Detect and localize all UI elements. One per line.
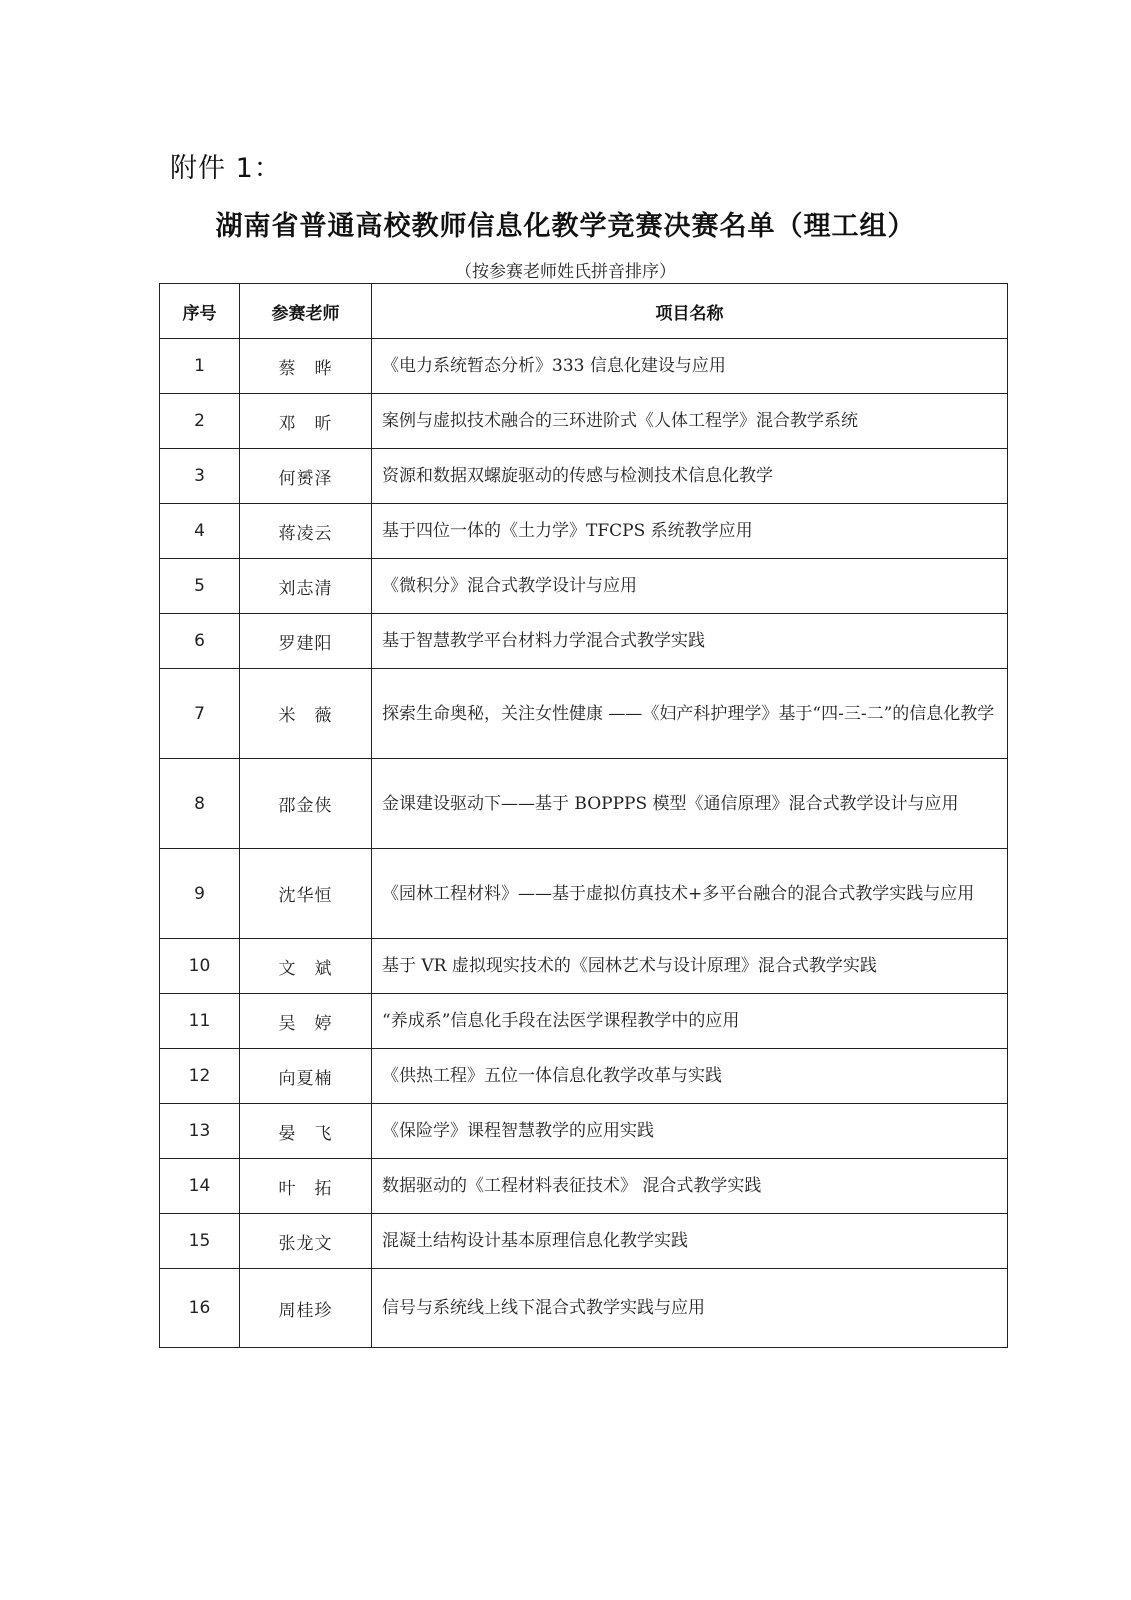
row-number: 9 <box>160 849 240 939</box>
table-row <box>160 1269 1008 1348</box>
project-name: 《供热工程》五位一体信息化教学改革与实践 <box>372 1049 1008 1104</box>
teacher-name: 张龙文 <box>240 1214 372 1269</box>
teacher-name: 邵金侠 <box>240 759 372 849</box>
project-name: “养成系”信息化手段在法医学课程教学中的应用 <box>372 994 1008 1049</box>
table-row <box>160 394 1008 449</box>
row-number: 12 <box>160 1049 240 1104</box>
row-number: 6 <box>160 614 240 669</box>
column-header-teacher: 参赛老师 <box>240 284 372 339</box>
project-name: 基于 VR 虚拟现实技术的《园林艺术与设计原理》混合式教学实践 <box>372 939 1008 994</box>
attachment-label: 附件 1： <box>170 153 282 184</box>
table-row <box>160 849 1008 939</box>
project-name: 混凝土结构设计基本原理信息化教学实践 <box>372 1214 1008 1269</box>
table-row <box>160 339 1008 394</box>
project-name: 信号与系统线上线下混合式教学实践与应用 <box>372 1269 1008 1348</box>
table-row <box>160 939 1008 994</box>
project-name: 数据驱动的《工程材料表征技术》 混合式教学实践 <box>372 1159 1008 1214</box>
row-number: 10 <box>160 939 240 994</box>
row-number: 4 <box>160 504 240 559</box>
teacher-name: 向夏楠 <box>240 1049 372 1104</box>
document-title: 湖南省普通高校教师信息化教学竞赛决赛名单（理工组） <box>215 211 916 242</box>
teacher-name: 吴 婷 <box>240 994 372 1049</box>
teacher-name: 米 薇 <box>240 669 372 759</box>
row-number: 2 <box>160 394 240 449</box>
row-number: 11 <box>160 994 240 1049</box>
teacher-name: 蔡 晔 <box>240 339 372 394</box>
row-number: 8 <box>160 759 240 849</box>
table-row <box>160 1049 1008 1104</box>
table-row <box>160 994 1008 1049</box>
project-name: 《微积分》混合式教学设计与应用 <box>372 559 1008 614</box>
teacher-name: 刘志清 <box>240 559 372 614</box>
teacher-name: 罗建阳 <box>240 614 372 669</box>
teacher-name: 晏 飞 <box>240 1104 372 1159</box>
project-name: 案例与虚拟技术融合的三环进阶式《人体工程学》混合教学系统 <box>372 394 1008 449</box>
row-number: 5 <box>160 559 240 614</box>
table-row <box>160 559 1008 614</box>
table-row <box>160 759 1008 849</box>
project-name: 《园林工程材料》——基于虚拟仿真技术+多平台融合的混合式教学实践与应用 <box>372 849 1008 939</box>
table-row <box>160 449 1008 504</box>
teacher-name: 周桂珍 <box>240 1269 372 1348</box>
teacher-name: 文 斌 <box>240 939 372 994</box>
row-number: 13 <box>160 1104 240 1159</box>
table-row <box>160 504 1008 559</box>
row-number: 3 <box>160 449 240 504</box>
project-name: 基于四位一体的《土力学》TFCPS 系统教学应用 <box>372 504 1008 559</box>
document-subtitle: （按参赛老师姓氏拼音排序） <box>455 262 676 282</box>
teacher-name: 沈华恒 <box>240 849 372 939</box>
project-name: 金课建设驱动下——基于 BOPPPS 模型《通信原理》混合式教学设计与应用 <box>372 759 1008 849</box>
teacher-name: 何赟泽 <box>240 449 372 504</box>
row-number: 1 <box>160 339 240 394</box>
teacher-name: 邓 昕 <box>240 394 372 449</box>
column-header-number: 序号 <box>160 284 240 339</box>
project-name: 《保险学》课程智慧教学的应用实践 <box>372 1104 1008 1159</box>
row-number: 7 <box>160 669 240 759</box>
project-name: 探索生命奥秘，关注女性健康 ——《妇产科护理学》基于“四-三-二”的信息化教学 <box>372 669 1008 759</box>
teacher-name: 蒋凌云 <box>240 504 372 559</box>
project-name: 《电力系统暂态分析》333 信息化建设与应用 <box>372 339 1008 394</box>
column-header-project: 项目名称 <box>372 284 1008 339</box>
teacher-name: 叶 拓 <box>240 1159 372 1214</box>
table-header-row <box>160 284 1008 339</box>
row-number: 15 <box>160 1214 240 1269</box>
table-row <box>160 614 1008 669</box>
project-name: 资源和数据双螺旋驱动的传感与检测技术信息化教学 <box>372 449 1008 504</box>
table-row <box>160 1214 1008 1269</box>
row-number: 16 <box>160 1269 240 1348</box>
project-name: 基于智慧教学平台材料力学混合式教学实践 <box>372 614 1008 669</box>
row-number: 14 <box>160 1159 240 1214</box>
table-row <box>160 1159 1008 1214</box>
table-row <box>160 669 1008 759</box>
finalist-table <box>159 283 1008 1348</box>
table-row <box>160 1104 1008 1159</box>
